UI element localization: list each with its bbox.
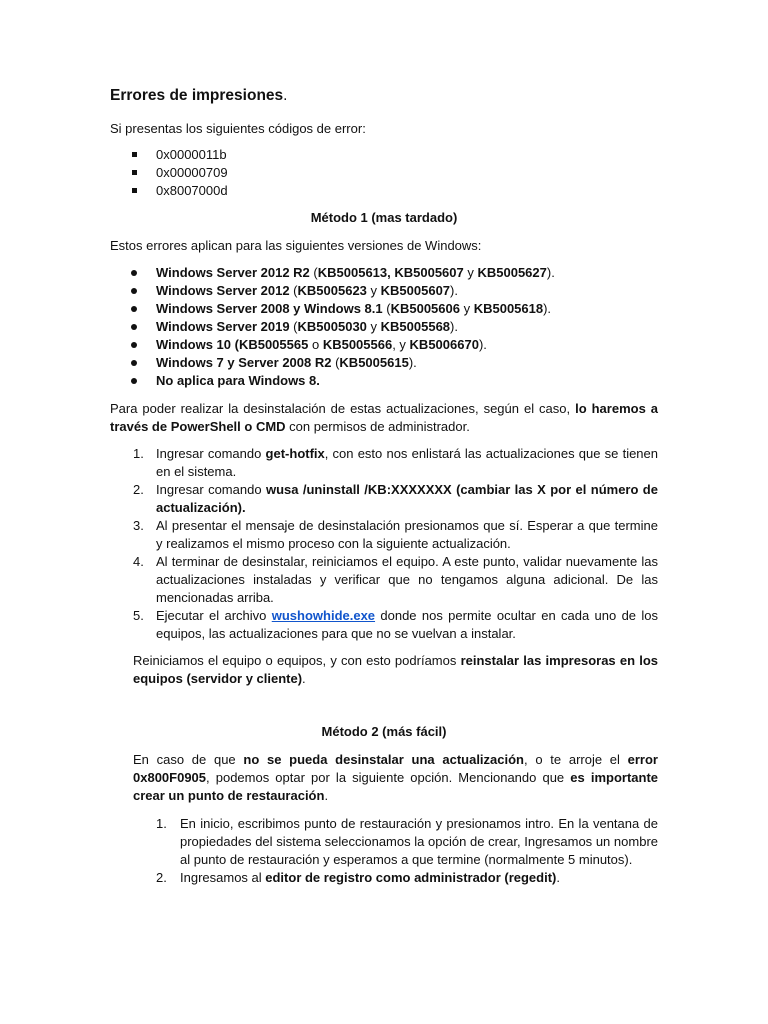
version-item: No aplica para Windows 8. [110,372,658,390]
step-item: 5. Ejecutar el archivo wushowhide.exe donde nos permite ocultar en cada uno de los equipos, las actualizaciones para que no se vuelvan a instalar. [133,608,658,641]
version-item: Windows 10 (KB5005565 o KB5005566, y KB5006670). [110,336,658,354]
step-item: 1. Ingresar comando get-hotfix, con esto nos enlistará las actualizaciones que se tienen en el sistema. [133,446,658,479]
error-code-item: 0x0000011b [110,146,658,164]
versions-list [110,264,658,390]
method1-steps [110,445,658,643]
step-item: 2. Ingresamos al editor de registro como administrador (regedit). [156,870,560,885]
method2-paragraph: En caso de que no se pueda desinstalar una actualización, o te arroje el error 0x800F0905, podemos optar por la siguiente opción. Mencionando que es importante crear un punto de restauración. [133,752,658,803]
reinstall-paragraph: Reiniciamos el equipo o equipos, y con esto podríamos reinstalar las impresoras en los equipos (servidor y cliente). [133,653,658,686]
version-item: Windows Server 2012 (KB5005623 y KB5005607). [110,282,658,300]
step-item: 2. Ingresar comando wusa /uninstall /KB:XXXXXXX (cambiar las X por el número de actualización). [133,482,658,515]
version-item: Windows 7 y Server 2008 R2 (KB5005615). [110,354,658,372]
document-title: Errores de impresiones. [110,87,288,104]
error-code-item: 0x00000709 [110,164,658,182]
wushowhide-link[interactable]: wushowhide.exe [271,608,376,623]
error-code-list [110,146,658,200]
error-code-item: 0x8007000d [110,182,658,200]
method1-heading: Método 1 (mas tardado) [310,210,458,225]
version-item: Windows Server 2019 (KB5005030 y KB5005568). [110,318,658,336]
version-item: Windows Server 2008 y Windows 8.1 (KB5005606 y KB5005618). [110,300,658,318]
method2-steps [110,815,658,887]
intro-text: Si presentas los siguientes códigos de error: [110,121,366,136]
step-item: 1. En inicio, escribimos punto de restauración y presionamos intro. En la ventana de propiedades del sistema seleccionamos la opción de crear, Ingresamos un nombre al punto de restauración y esperamos a que termine (normalmente 5 minutos). [156,816,658,867]
document-content [110,84,658,887]
step-item: 3. Al presentar el mensaje de desinstalación presionamos que sí. Esperar a que termine y realizamos el mismo proceso con la siguiente actualización. [133,518,658,551]
method1-paragraph: Para poder realizar la desinstalación de estas actualizaciones, según el caso, lo haremos a través de PowerShell o CMD con permisos de administrador. [110,401,658,434]
step-item: 4. Al terminar de desinstalar, reiniciamos el equipo. A este punto, validar nuevamente las actualizaciones instaladas y verificar que no tengamos alguna adicional. De las mencionadas arriba. [133,554,658,605]
method2-heading: Método 2 (más fácil) [321,724,447,739]
versions-intro: Estos errores aplican para las siguientes versiones de Windows: [110,238,482,253]
version-item: Windows Server 2012 R2 (KB5005613, KB5005607 y KB5005627). [110,264,658,282]
